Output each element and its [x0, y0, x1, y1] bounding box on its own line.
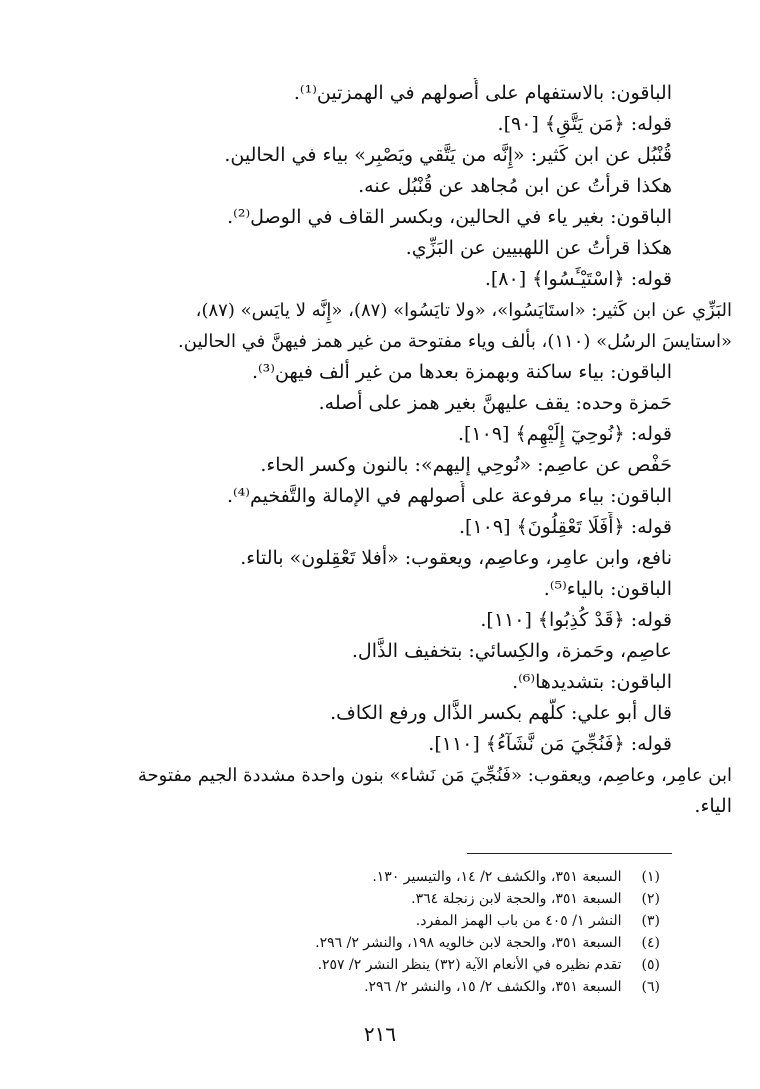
footnote-number: (١) [641, 869, 660, 885]
text-line: نافع، وابن عامِر، وعاصِم، ويعقوب: «أفلا تَعْقِلون» بالتاء. [240, 547, 672, 569]
text-line: البَزِّي عن ابن كَثير: «استَايَسُوا»، «ولا تايَسُوا» (٨٧)، «إِنَّه لا يايَس» (٨٧)، [195, 300, 732, 321]
text-line: قوله: ﴿اسْتَيْـَٔسُوا﴾ [٨٠]. [484, 268, 672, 290]
footnote-number: (٣) [641, 913, 660, 929]
text-line: حَفْص عن عاصِم: «نُوحِي إليهم»: بالنون وكسر الحاء. [260, 454, 672, 476]
text-line: قوله: ﴿قَدْ كُذِبُوا﴾ [١١٠]. [480, 609, 672, 631]
footnote-text: النشر ١/ ٤٠٥ من باب الهمز المفرد. [415, 913, 622, 929]
footnote [80, 932, 660, 954]
footnote [80, 976, 660, 998]
text-line: قوله: ﴿أَفَلَا تَعْقِلُونَ﴾ [١٠٩]. [459, 516, 672, 538]
text-line: الباقون: بتشديدها⁽⁶⁾. [512, 671, 672, 693]
text-line: الباقون: بغير ياء في الحالين، وبكسر القاف في الوصل⁽²⁾. [227, 206, 672, 228]
footnote-text: السبعة ٣٥١، والحجة لابن زنجلة ٣٦٤. [411, 891, 622, 907]
text-line: عاصِم، وحَمزة، والكِسائي: بتخفيف الذَّال. [351, 640, 672, 662]
footnote [80, 866, 660, 888]
page-number: ٢١٦ [363, 1022, 397, 1046]
footnote [80, 888, 660, 910]
text-line: قوله: ﴿مَن يَتَّقِ﴾ [٩٠]. [497, 113, 672, 135]
footnote-separator [467, 853, 672, 854]
footnote-text: تقدم نظيره في الأنعام الآية (٣٢) ينظر النشر ٢/ ٢٥٧. [317, 957, 622, 973]
footnote-number: (٥) [641, 957, 660, 973]
footnote-text: السبعة ٣٥١، والكشف ٢/ ١٥، والنشر ٢/ ٢٩٦. [364, 979, 622, 995]
text-line: الباقون: بالياء⁽⁵⁾. [543, 578, 672, 600]
footnote-text: السبعة ٣٥١، والحجة لابن خالويه ١٩٨، والنشر ٢/ ٢٩٦. [315, 935, 622, 951]
footnote-number: (٢) [641, 891, 660, 907]
footnotes [80, 866, 660, 998]
text-line: هكذا قرأتُ عن ابن مُجاهد عن قُنْبُل عنه. [358, 175, 672, 197]
text-line: الباقون: بياء ساكنة وبهمزة بعدها من غير ألف فيهن⁽³⁾. [251, 361, 672, 383]
text-line: الياء. [694, 795, 732, 817]
text-line: قوله: ﴿نُوحِيٓ إِلَيْهِم﴾ [١٠٩]. [457, 423, 672, 445]
text-line: قُنْبُل عن ابن كَثير: «إِنَّه من يَتَّقي ويَصْبِر» بياء في الحالين. [224, 144, 672, 166]
footnote-number: (٦) [641, 979, 660, 995]
text-line: قال أبو علي: كلُّهم بكسر الذَّال ورفع الكاف. [330, 702, 672, 724]
footnote [80, 954, 660, 976]
footnote-number: (٤) [641, 935, 660, 951]
text-line: الباقون: بالاستفهام على أُصولهم في الهمزتين⁽¹⁾. [293, 82, 672, 104]
text-line: حَمزة وحده: يقف عليهنَّ بغير همز على أصله. [318, 392, 672, 414]
text-line: الباقون: بياء مرفوعة على أُصولهم في الإمالة والتَّفخيم⁽⁴⁾. [226, 485, 672, 507]
main-text [12, 78, 732, 822]
text-line: هكذا قرأتُ عن اللهبيين عن البَزِّي. [405, 237, 672, 259]
footnote-text: السبعة ٣٥١، والكشف ٢/ ١٤، والتيسير ١٣٠. [372, 869, 622, 885]
footnote [80, 910, 660, 932]
text-line: قوله: ﴿فَنُجِّيَ مَن نَّشَآءُ﴾ [١١٠]. [428, 733, 672, 755]
text-line: «استايسَ الرسُل» (١١٠)، بألف وياء مفتوحة من غير همز فيهنَّ في الحالين. [178, 331, 732, 352]
text-line: ابن عامِر، وعاصِم، ويعقوب: «فَنُجِّيَ مَن نَشاء» بنون واحدة مشددة الجيم مفتوحة [137, 765, 732, 786]
